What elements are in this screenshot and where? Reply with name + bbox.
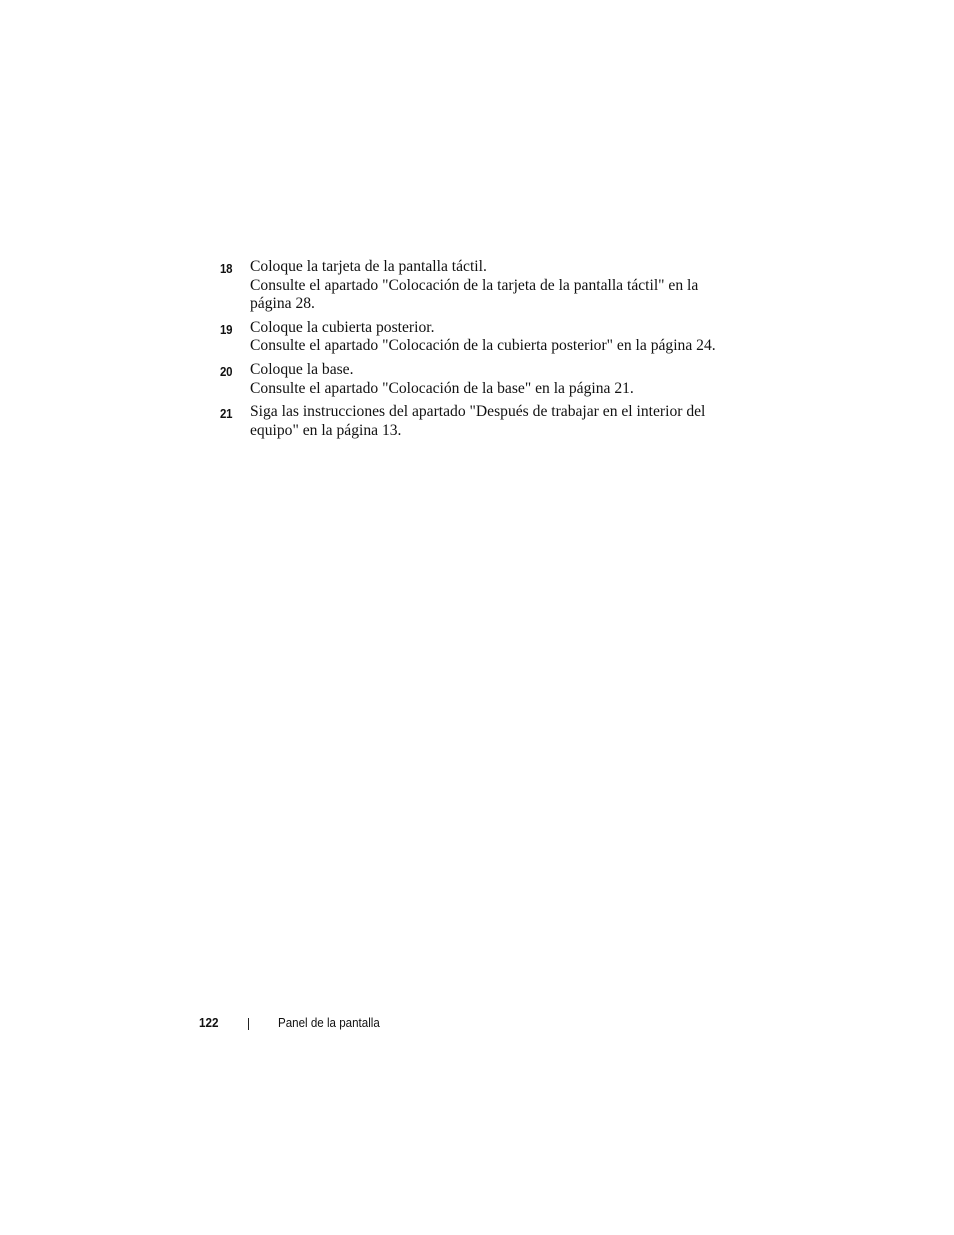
step-text [250,403,719,440]
step-instruction: Coloque la base. [250,360,354,378]
step-instruction: Coloque la cubierta posterior. [250,318,435,336]
footer-divider [248,1018,249,1030]
step-reference-continued: página 28. [250,295,315,313]
step-reference: Consulte el apartado "Colocación de la tarjeta de la pantalla táctil" en la [250,276,699,294]
step-instruction-continued: equipo" en la página 13. [250,421,402,439]
procedure-step-20 [219,361,719,398]
procedure-step-list [219,258,719,445]
step-text [250,361,719,398]
page-number: 122 [199,1015,219,1030]
procedure-step-21 [219,403,719,440]
procedure-step-19 [219,319,719,356]
step-number: 18 [220,261,233,276]
step-text [250,258,719,314]
step-instruction: Siga las instrucciones del apartado "Después de trabajar en el interior del [250,403,706,421]
step-reference: Consulte el apartado "Colocación de la cubierta posterior" en la página 24. [250,337,716,355]
step-instruction: Coloque la tarjeta de la pantalla táctil. [250,258,487,275]
section-title: Panel de la pantalla [278,1016,380,1030]
procedure-step-18 [219,258,719,314]
step-number: 19 [220,321,233,337]
step-text [250,319,719,356]
page-footer [0,1015,954,1035]
step-number: 20 [220,363,233,379]
step-number: 21 [220,406,233,422]
step-reference: Consulte el apartado "Colocación de la base" en la página 21. [250,379,634,397]
